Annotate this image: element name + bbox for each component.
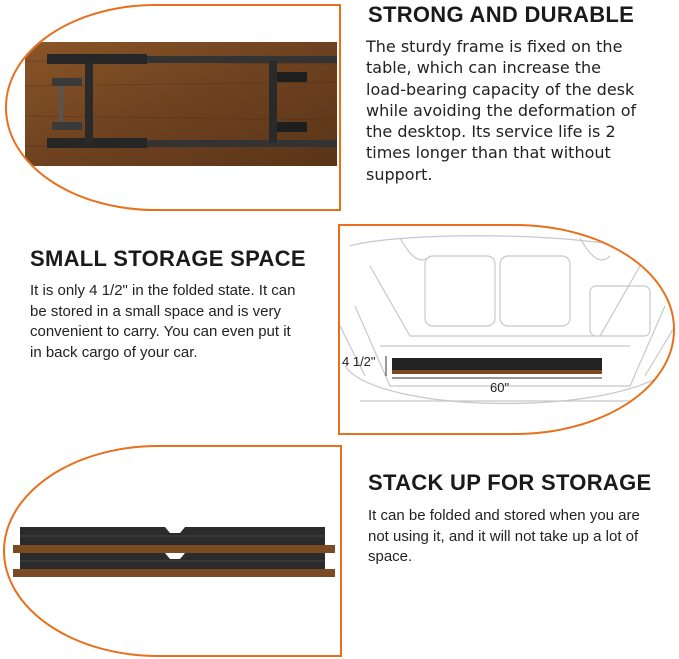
stacked-tables-panel — [3, 445, 342, 657]
heading-stack-up: STACK UP FOR STORAGE — [368, 470, 652, 495]
text-strong-durable: The sturdy frame is fixed on the table, which can increase the load-bearing capacity of the desk while avoiding the deformation of the desktop. Its service life is 2 times longer than that without support. — [366, 37, 637, 184]
height-dimension-label: 4 1/2" — [342, 354, 376, 369]
text-stack-up: It can be folded and stored when you are not using it, and it will not take up a lot of space. — [368, 507, 640, 565]
table-underside-image — [7, 6, 341, 211]
width-dimension-label: 60" — [490, 380, 510, 395]
car-trunk-image — [340, 226, 675, 435]
frame-photo-panel — [5, 4, 341, 211]
stacked-tables-image — [5, 447, 342, 657]
car-trunk-panel — [338, 224, 675, 435]
text-small-storage: It is only 4 1/2" in the folded state. It can be stored in a small space and is very convenient to carry. You can even put it in back cargo of your car. — [30, 282, 296, 361]
heading-strong-durable: STRONG AND DURABLE — [368, 2, 635, 27]
heading-small-storage: SMALL STORAGE SPACE — [30, 246, 306, 271]
